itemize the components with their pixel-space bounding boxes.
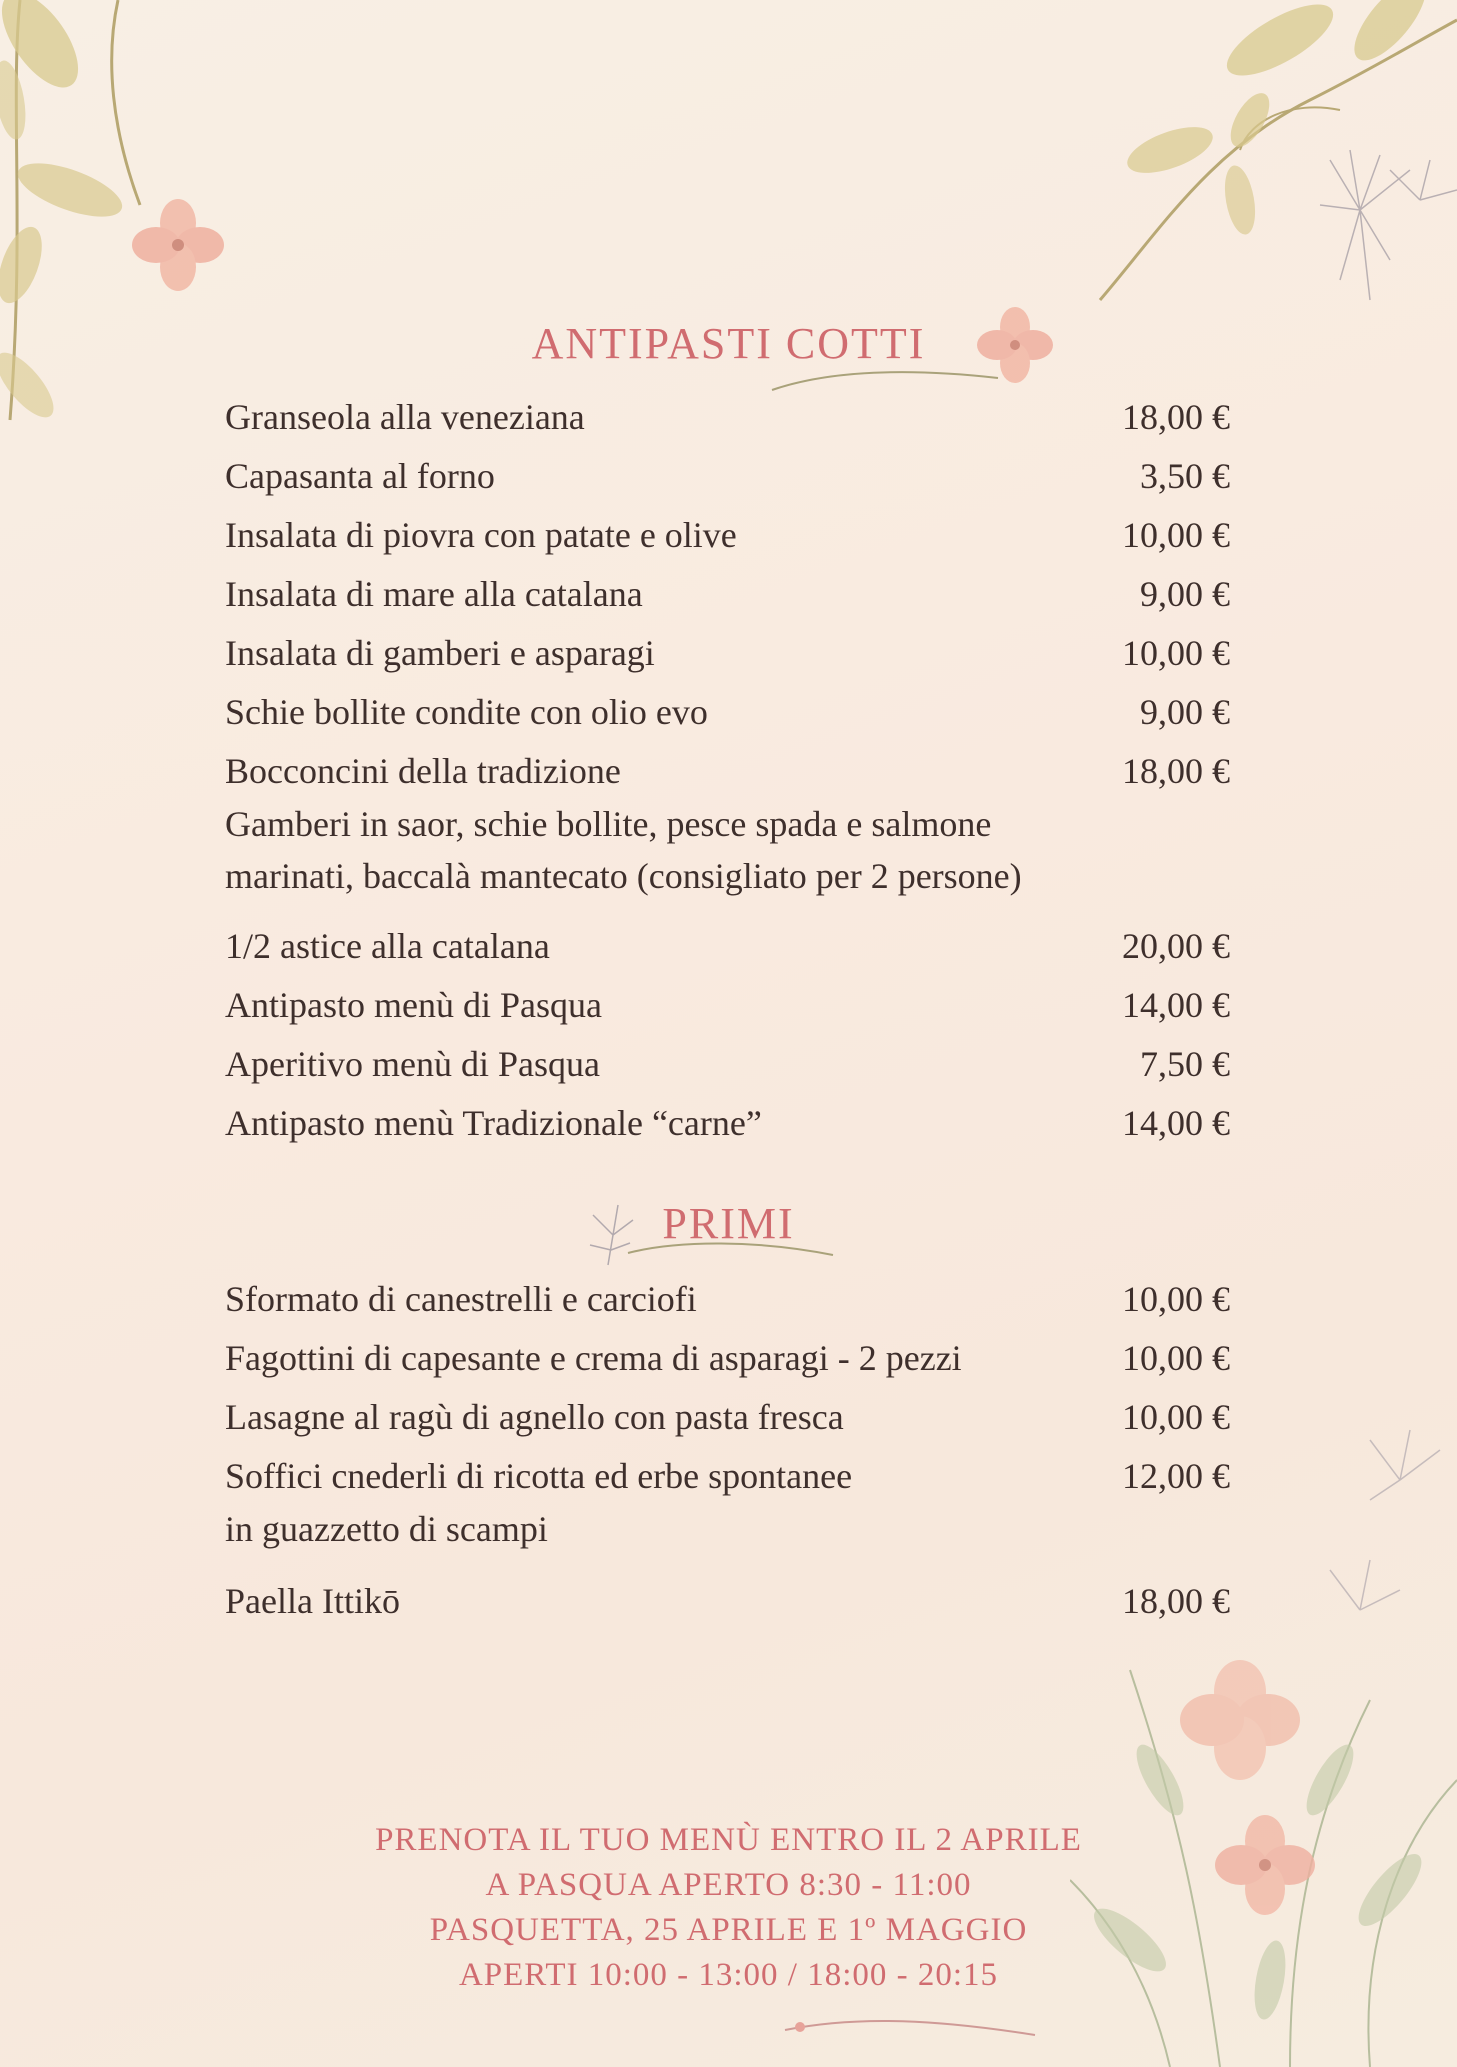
footer-line-easter-hours: A PASQUA APERTO 8:30 - 11:00 bbox=[485, 1867, 972, 1903]
item-name: Capasanta al forno bbox=[225, 456, 495, 496]
item-price: 10,00 € bbox=[1122, 515, 1230, 555]
floral-decoration-top-right bbox=[1090, 0, 1457, 340]
item-price: 18,00 € bbox=[1122, 1581, 1230, 1621]
footer-flourish-line bbox=[780, 2005, 1040, 2045]
item-price: 10,00 € bbox=[1122, 1279, 1230, 1319]
item-price: 7,50 € bbox=[1140, 1044, 1230, 1084]
item-price: 3,50 € bbox=[1140, 456, 1230, 496]
item-name: Antipasto menù Tradizionale “carne” bbox=[225, 1103, 762, 1143]
item-price: 10,00 € bbox=[1122, 1338, 1230, 1378]
section-title-primi: PRIMI bbox=[662, 1199, 795, 1248]
item-name: Insalata di piovra con patate e olive bbox=[225, 515, 737, 555]
item-name: Sformato di canestrelli e carciofi bbox=[225, 1279, 697, 1319]
footer-line-booking: PRENOTA IL TUO MENÙ ENTRO IL 2 APRILE bbox=[375, 1822, 1082, 1858]
item-price: 10,00 € bbox=[1122, 633, 1230, 673]
item-name: Insalata di gamberi e asparagi bbox=[225, 633, 655, 673]
item-price: 10,00 € bbox=[1122, 1397, 1230, 1437]
floral-decoration-top-left bbox=[0, 0, 260, 480]
item-name: Paella Ittikō bbox=[225, 1581, 400, 1621]
item-name: Schie bollite condite con olio evo bbox=[225, 692, 708, 732]
item-price: 9,00 € bbox=[1140, 692, 1230, 732]
footer-notice bbox=[0, 1818, 1457, 1998]
item-description: in guazzetto di scampi bbox=[225, 1509, 548, 1549]
footer-line-holiday-hours: APERTI 10:00 - 13:00 / 18:00 - 20:15 bbox=[458, 1957, 999, 1993]
item-name: Insalata di mare alla catalana bbox=[225, 574, 643, 614]
item-name: Lasagne al ragù di agnello con pasta fresca bbox=[225, 1397, 844, 1437]
item-price: 14,00 € bbox=[1122, 1103, 1230, 1143]
item-price: 14,00 € bbox=[1122, 985, 1230, 1025]
item-price: 9,00 € bbox=[1140, 574, 1230, 614]
item-name: Aperitivo menù di Pasqua bbox=[225, 1044, 600, 1084]
item-price: 18,00 € bbox=[1122, 397, 1230, 437]
item-name: 1/2 astice alla catalana bbox=[225, 926, 550, 966]
item-name: Soffici cnederli di ricotta ed erbe spontanee bbox=[225, 1456, 853, 1496]
section-title-antipasti: ANTIPASTI COTTI bbox=[531, 319, 926, 368]
item-name: Granseola alla veneziana bbox=[225, 397, 585, 437]
item-price: 20,00 € bbox=[1122, 926, 1230, 966]
item-name: Bocconcini della tradizione bbox=[225, 751, 621, 791]
item-name: Fagottini di capesante e crema di asparagi - 2 pezzi bbox=[225, 1338, 962, 1378]
item-price: 18,00 € bbox=[1122, 751, 1230, 791]
footer-line-holidays: PASQUETTA, 25 APRILE E 1º MAGGIO bbox=[429, 1912, 1028, 1948]
item-description: Gamberi in saor, schie bollite, pesce spada e salmone marinati, baccalà mantecato (consigliato per 2 persone) bbox=[225, 804, 1022, 896]
item-name: Antipasto menù di Pasqua bbox=[225, 985, 602, 1025]
item-price: 12,00 € bbox=[1122, 1456, 1230, 1496]
